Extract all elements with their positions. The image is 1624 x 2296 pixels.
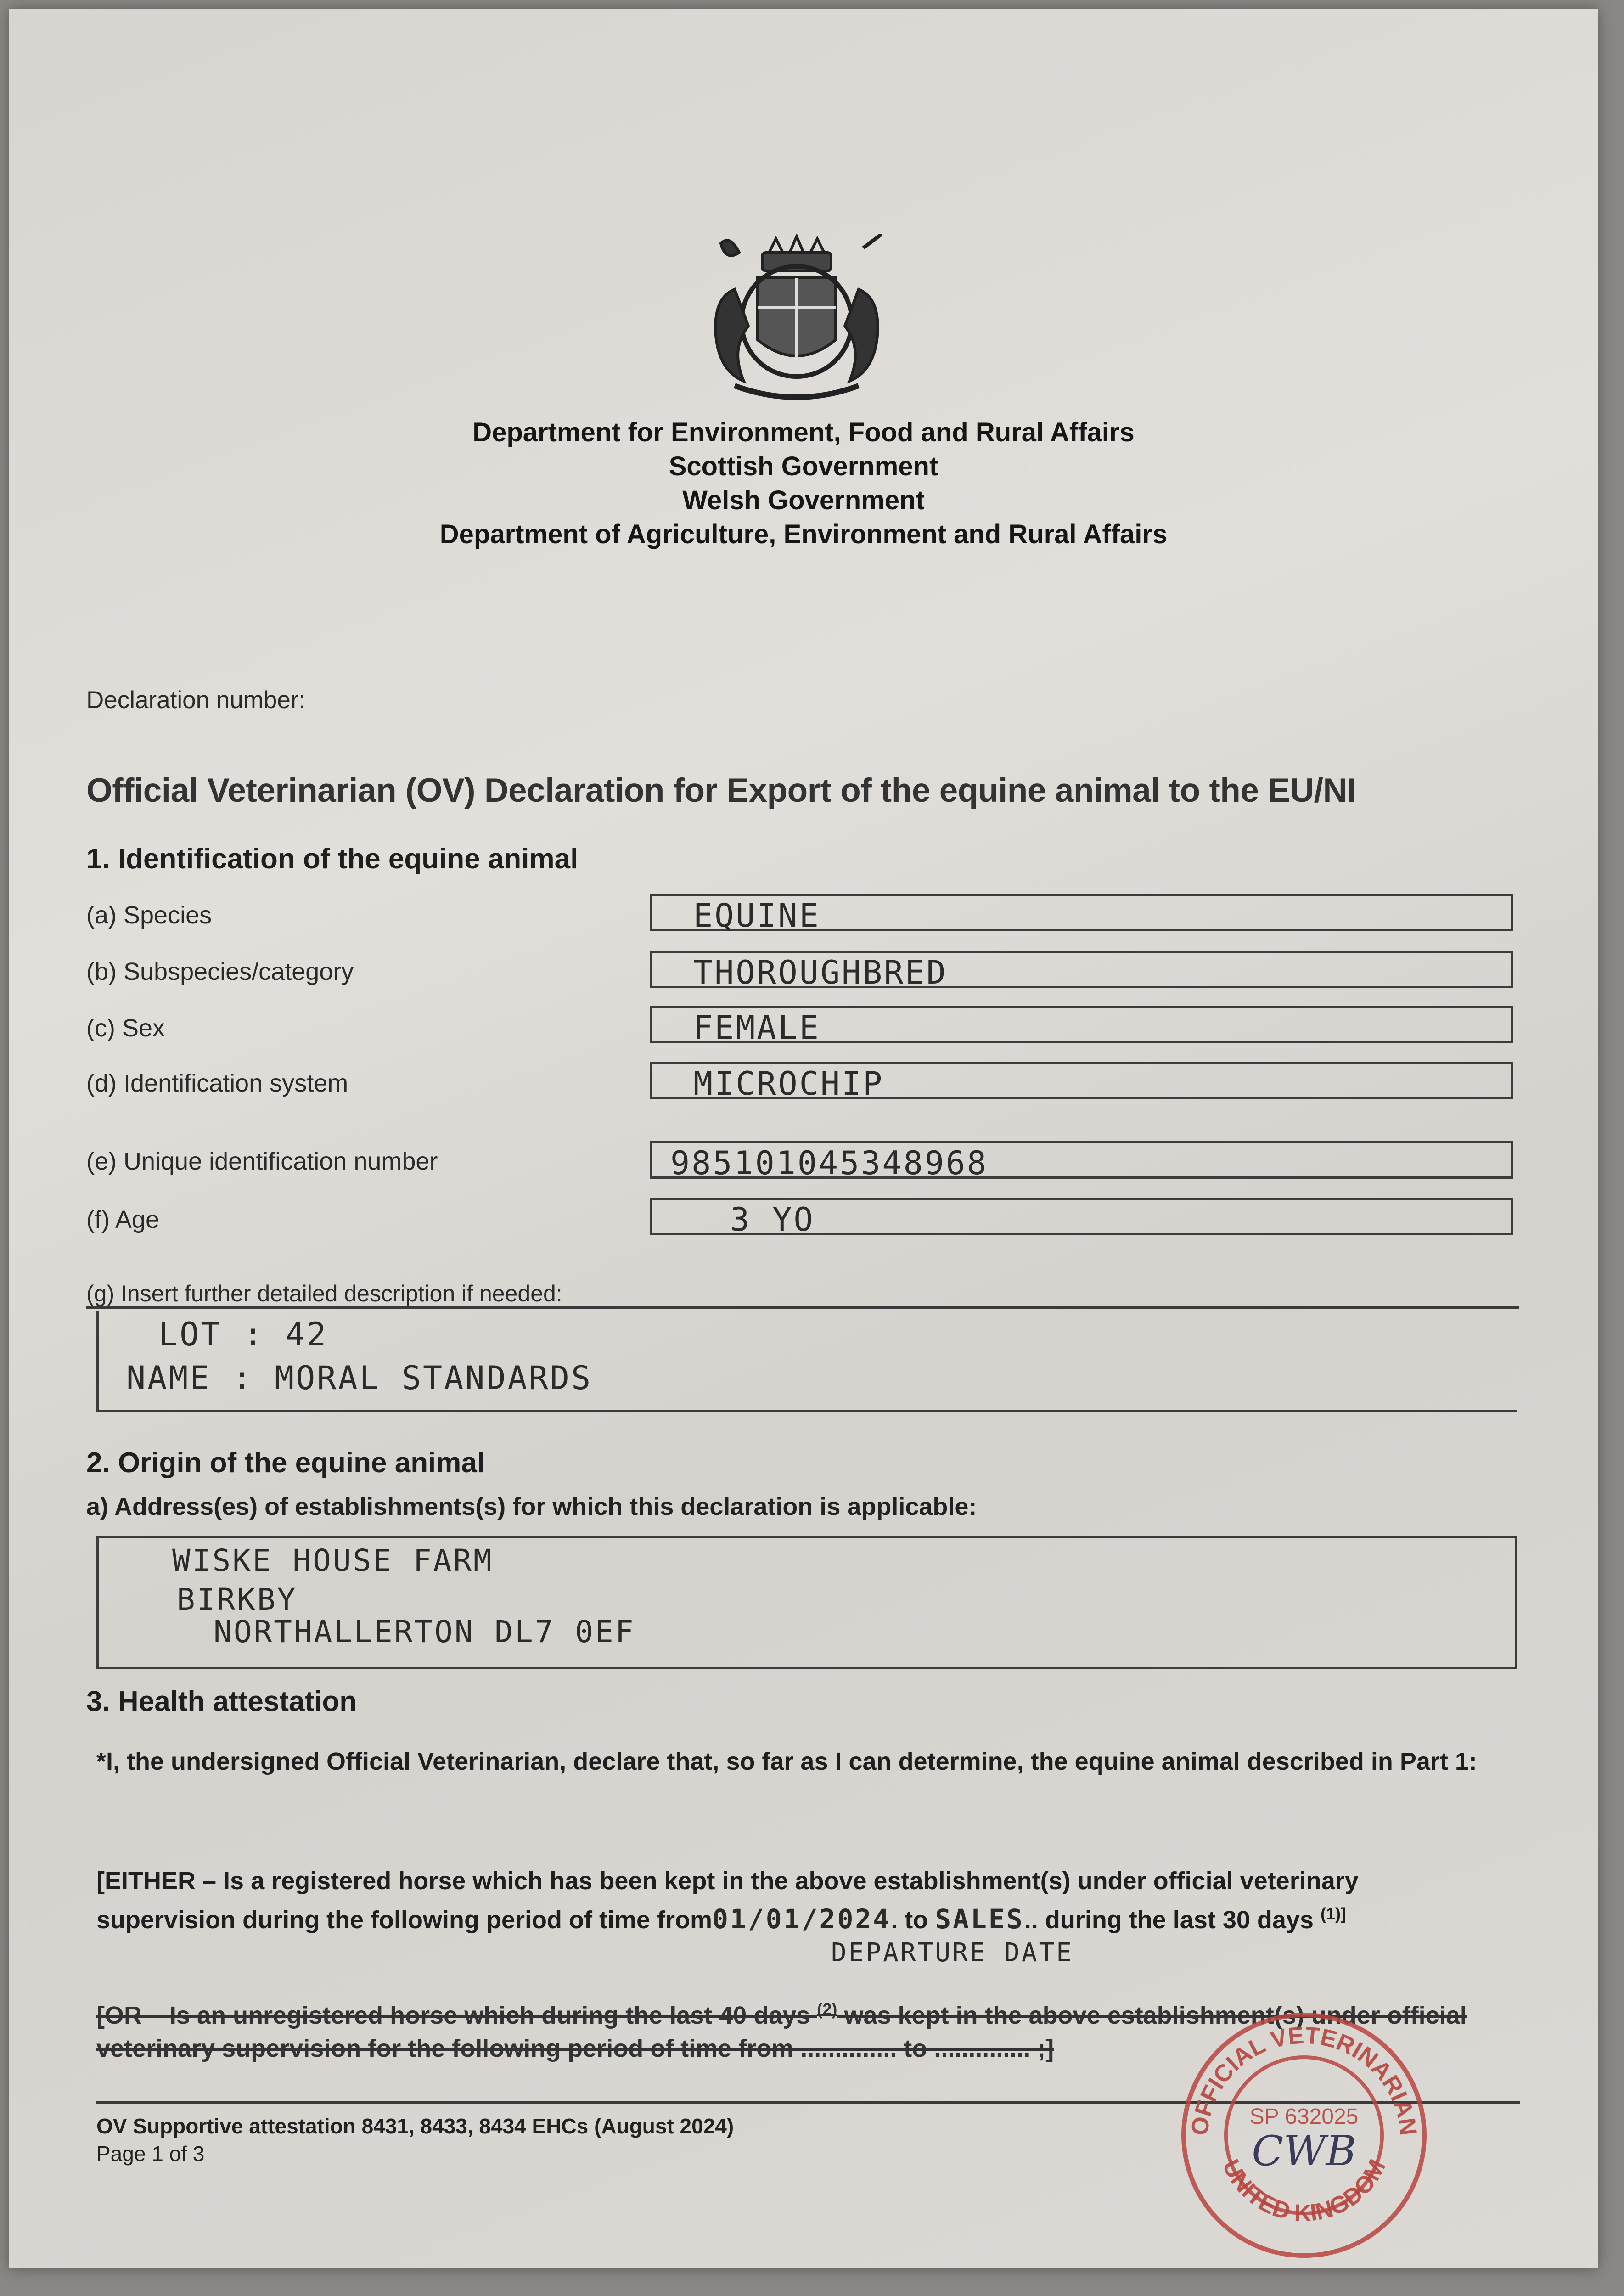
address-line-3: NORTHALLERTON DL7 0EF xyxy=(214,1614,635,1649)
stamp-number: SP 632025 xyxy=(1249,2105,1359,2129)
address-label: a) Address(es) of establishments(s) for which this declaration is applicable: xyxy=(86,1493,977,1520)
unique-id-value: 985101045348968 xyxy=(670,1144,989,1182)
address-box xyxy=(96,1536,1517,1669)
page-title: Official Veterinarian (OV) Declaration for Export of the equine animal to the EU/NI xyxy=(86,772,1356,809)
id-system-field xyxy=(650,1062,1513,1103)
departure-date-note: DEPARTURE DATE xyxy=(831,1938,1074,1968)
from-date-value: 01/01/2024 xyxy=(712,1903,891,1935)
department-names xyxy=(9,416,1598,551)
dept-defra: Department for Environment, Food and Rural Affairs xyxy=(472,417,1135,447)
age-label: (f) Age xyxy=(86,1206,160,1233)
further-bottom-rule xyxy=(96,1410,1517,1412)
unique-id-label: (e) Unique identification number xyxy=(86,1148,438,1175)
sex-label: (c) Sex xyxy=(86,1014,165,1042)
either-footnote: (1)] xyxy=(1321,1904,1347,1923)
subspecies-label: (b) Subspecies/category xyxy=(86,958,354,985)
address-line-1: WISKE HOUSE FARM xyxy=(172,1543,494,1578)
royal-coat-of-arms-icon xyxy=(693,234,900,409)
section2-heading: 2. Origin of the equine animal xyxy=(86,1447,485,1479)
lot-line: LOT : 42 xyxy=(158,1316,328,1353)
stamp-top-text: OFFICIAL VETERINARIAN xyxy=(1186,2022,1422,2137)
age-field xyxy=(650,1198,1513,1238)
to-value: SALES xyxy=(935,1903,1024,1935)
declaration-number-label: Declaration number: xyxy=(86,687,306,714)
or-line-2: veterinary supervision for the following period of time from .............. to .............. ;] xyxy=(96,2035,1054,2062)
address-line-2: BIRKBY xyxy=(177,1582,298,1617)
footer-reference: OV Supportive attestation 8431, 8433, 8434 EHCs (August 2024) xyxy=(96,2114,734,2138)
stamp-bottom-text: UNITED KINGDOM xyxy=(1217,2155,1391,2227)
either-line-1: [EITHER – Is a registered horse which has been kept in the above establishment(s) under official veterinary xyxy=(96,1867,1359,1895)
id-system-value: MICROCHIP xyxy=(693,1065,884,1103)
or-text-b: was kept in the above establishment(s) under official xyxy=(844,2002,1467,2029)
species-label: (a) Species xyxy=(86,901,212,929)
species-field xyxy=(650,894,1513,934)
signature: CWB xyxy=(1252,2127,1356,2175)
dept-daera: Department of Agriculture, Environment and Rural Affairs xyxy=(439,519,1168,549)
age-value: 3 YO xyxy=(730,1201,815,1238)
either-clause xyxy=(96,1864,1520,1936)
name-line: NAME : MORAL STANDARDS xyxy=(126,1359,593,1397)
either-to-text: . to xyxy=(891,1906,928,1934)
or-footnote: (2) xyxy=(817,2000,837,2019)
or-text-a: [OR – Is an unregistered horse which during the last 40 days xyxy=(96,2002,810,2029)
id-system-label: (d) Identification system xyxy=(86,1069,348,1097)
health-intro: *I, the undersigned Official Veterinarian, declare that, so far as I can determine, the equine animal described in Part 1: xyxy=(96,1748,1477,1775)
subspecies-value: THOROUGHBRED xyxy=(693,954,948,991)
section3-heading: 3. Health attestation xyxy=(86,1686,357,1717)
footer-page-number: Page 1 of 3 xyxy=(96,2142,205,2166)
sex-value: FEMALE xyxy=(693,1009,820,1047)
either-period-text: .. during the last 30 days xyxy=(1024,1906,1314,1934)
dept-welsh-gov: Welsh Government xyxy=(682,485,925,515)
further-description-label: (g) Insert further detailed description if needed: xyxy=(86,1281,562,1306)
unique-id-field xyxy=(650,1141,1513,1182)
either-from-text: supervision during the following period of time from xyxy=(96,1906,713,1934)
subspecies-field xyxy=(650,951,1513,991)
species-value: EQUINE xyxy=(693,897,820,934)
section1-heading: 1. Identification of the equine animal xyxy=(86,843,579,875)
footer xyxy=(96,2112,734,2167)
document-page xyxy=(9,9,1598,2268)
dept-scottish-gov: Scottish Government xyxy=(669,451,938,481)
sex-field xyxy=(650,1006,1513,1047)
official-veterinarian-stamp xyxy=(1175,2002,1433,2259)
further-description-box xyxy=(96,1311,1517,1412)
either-line-2 xyxy=(96,1897,1520,1936)
